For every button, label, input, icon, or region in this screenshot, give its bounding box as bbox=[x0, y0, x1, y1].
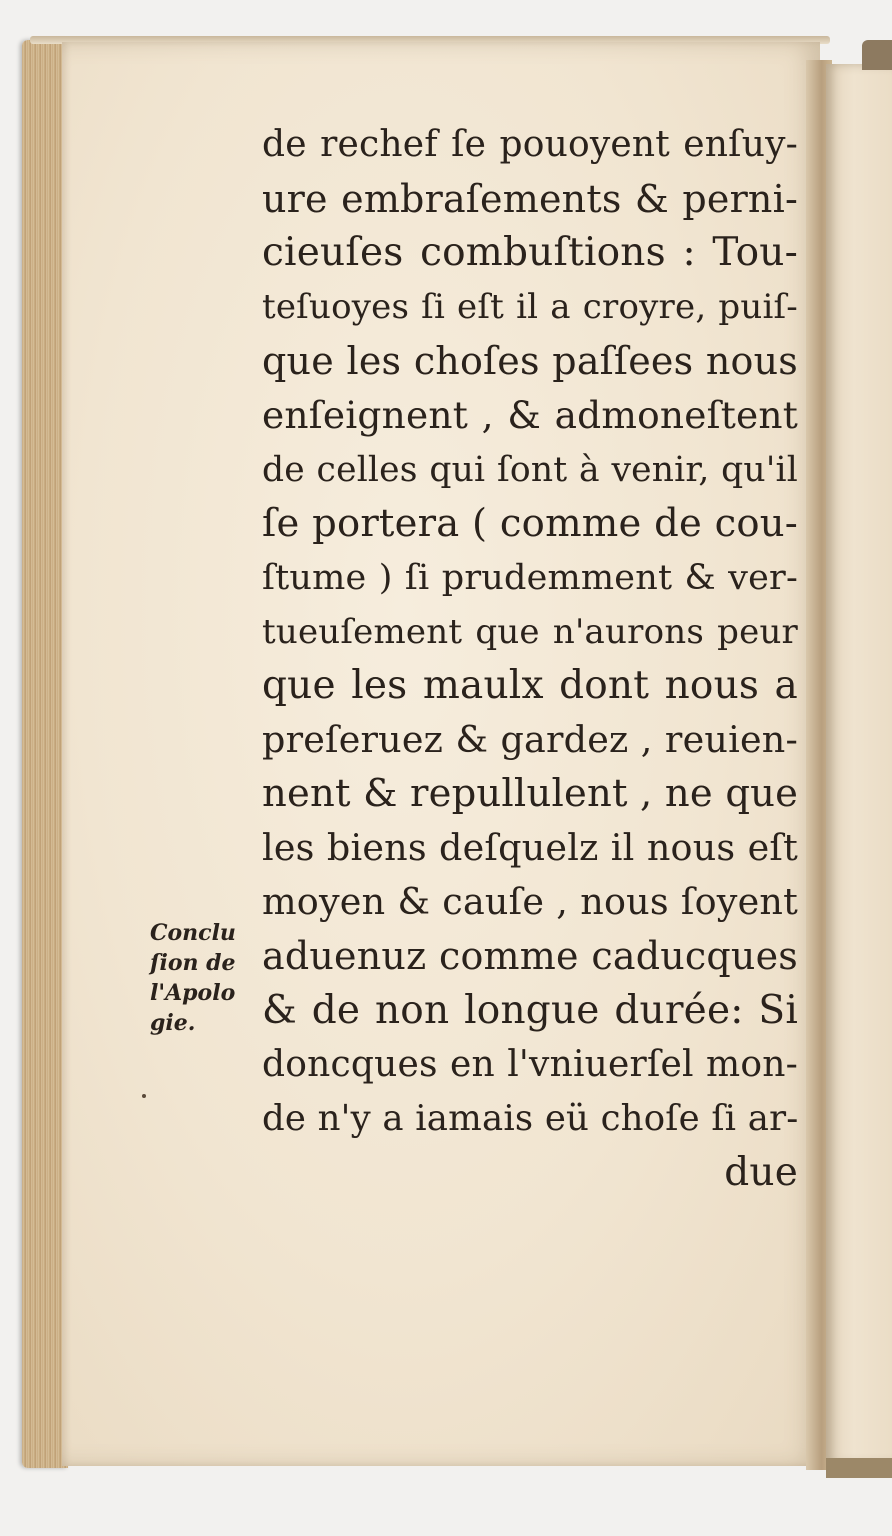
marginal-note-line: l'Apolo bbox=[150, 980, 236, 1006]
facing-page-binding bbox=[862, 40, 892, 70]
text-line: cieuſes combuſtions : Tou- bbox=[262, 230, 798, 276]
marginal-note bbox=[150, 918, 250, 1038]
text-line: nent & repullulent , ne que bbox=[262, 771, 799, 817]
text-line: teſuoyes ſi eſt il a croyre, puiſ- bbox=[262, 287, 798, 328]
text-line: que les choſes paſſees nous bbox=[262, 339, 798, 384]
body-text bbox=[262, 118, 798, 1200]
ink-speck bbox=[142, 1094, 146, 1098]
text-line: aduenuz comme caducques bbox=[262, 934, 798, 979]
marginal-note-line: gie. bbox=[150, 1010, 196, 1036]
text-line: doncques en l'vniuerſel mon- bbox=[262, 1043, 798, 1085]
text-line: ure embraſements & perni- bbox=[262, 177, 798, 222]
text-line: enſeignent , & admoneſtent bbox=[262, 393, 798, 438]
text-line: de rechef ſe pouoyent enſuy- bbox=[262, 124, 798, 165]
text-line: preſeruez & gardez , reuien- bbox=[262, 718, 798, 762]
text-line: & de non longue durée: Si bbox=[262, 987, 798, 1033]
text-line: les biens deſquelz il nous eſt bbox=[262, 826, 798, 870]
marginal-note-line: Conclu bbox=[150, 920, 236, 946]
text-line: que les maulx dont nous a bbox=[262, 662, 798, 708]
text-line: moyen & cauſe , nous ſoyent bbox=[262, 880, 798, 924]
facing-page bbox=[826, 64, 892, 1464]
catchword: due bbox=[724, 1149, 798, 1195]
text-line: ſtume ) ſi prudemment & ver- bbox=[262, 557, 798, 598]
text-line: de n'y a iamais eü choſe ſi ar- bbox=[262, 1097, 799, 1139]
marginal-note-line: ſion de bbox=[150, 950, 236, 976]
text-line: de celles qui ſont à venir, qu'il bbox=[262, 449, 798, 490]
text-line: tueuſement que n'aurons peur bbox=[262, 611, 798, 652]
facing-page-bottom-edge bbox=[826, 1458, 892, 1478]
text-line: ſe portera ( comme de cou- bbox=[262, 500, 798, 546]
